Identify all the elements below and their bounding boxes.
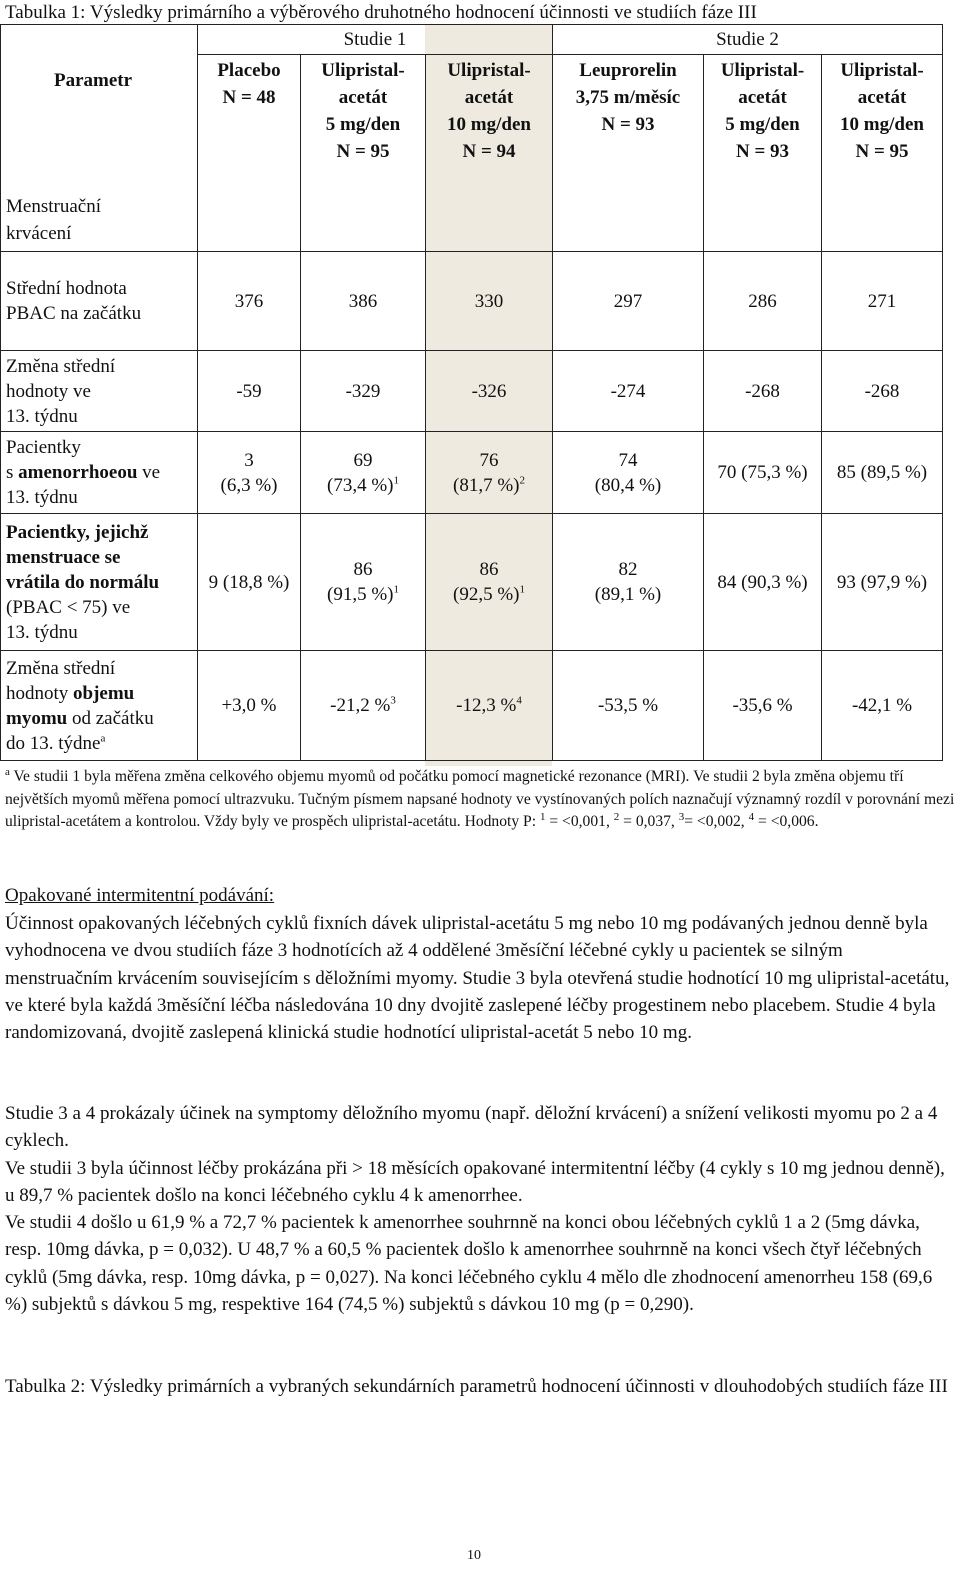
results-table-wrapper (0, 24, 942, 766)
table-cell (301, 514, 426, 651)
table-cell: 70 (75,3 %) (704, 432, 822, 514)
col-header-line: Ulipristal- (321, 60, 405, 81)
table1-caption: Tabulka 1: Výsledky primárního a výběrového druhotného hodnocení účinnosti ve studiích fáze III (5, 2, 757, 23)
col-header-line: Leuprorelin (579, 60, 677, 81)
row-label-line: Změna střední (6, 657, 116, 679)
table-cell (426, 432, 553, 514)
cell-line (426, 582, 552, 607)
col-header-line: Placebo (217, 60, 281, 81)
table-cell: 85 (89,5 %) (822, 432, 943, 514)
col-header-line: N = 48 (222, 87, 276, 108)
row-label-line: Změna střední (6, 355, 116, 377)
label-part: hodnoty (6, 682, 74, 704)
cell-line: 86 (353, 559, 373, 580)
row-label-line: menstruace se (6, 546, 121, 568)
cell-text: (73,4 %) (327, 474, 394, 496)
row-label-line: hodnoty ve (6, 380, 91, 402)
paragraph: Účinnost opakovaných léčebných cyklů fixních dávek ulipristal-acetátu 5 mg nebo 10 mg podávaných jednou denně byla vyhodnocena ve dvou studiích fáze 3 hodnotících až 4 oddělené 3měsíční léčebné cykly u pacientek se silným menstruačním krvácením souvisejícím s děložními myomy. Studie 3 byla otevřená studie hodnotící 10 mg ulipristal-acetátu, ve které byla každá 3měsíční léčba následována 10 dny dvojitě zaslepené léčby progestinem nebo placebem. Studie 4 byla randomizovaná, dvojitě zaslepená klinická studie hodnotící ulipristal-acetát 5 nebo 10 mg. (5, 913, 950, 1044)
cell-line (426, 473, 552, 498)
superscript: 3 (390, 694, 396, 707)
superscript: a (100, 732, 106, 745)
cell-line: 3 (244, 449, 254, 471)
table-row (1, 432, 943, 514)
superscript: 4 (748, 810, 755, 823)
table-footnote (5, 766, 957, 834)
row-label (1, 432, 198, 514)
param-header: Parametr (54, 70, 133, 91)
row-label-line: 13. týdnu (6, 487, 78, 508)
col-header-leuprorelin (553, 55, 704, 252)
row-label-line: Střední hodnota (6, 278, 127, 299)
table-cell: 297 (553, 252, 704, 351)
cell-line: 69 (353, 449, 373, 471)
table-cell: 386 (301, 252, 426, 351)
col-header-line: N = 93 (601, 114, 655, 135)
paragraph: Ve studii 3 byla účinnost léčby prokázána při > 18 měsících opakované intermitentní léčby (4 cykly s 10 mg jednou denně), u 89,7 % pacientek došlo na konci léčebného cyklu 4 k amenorrhee. (5, 1158, 945, 1207)
section-heading: Opakované intermitentní podávání: (5, 885, 275, 906)
footnote-text: = <0,006. (754, 813, 819, 830)
superscript: 1 (393, 583, 399, 596)
col-header-line: N = 94 (462, 141, 516, 162)
label-part: do 13. týdne (6, 732, 101, 754)
cell-text: -21,2 % (330, 695, 391, 716)
table-cell: 93 (97,9 %) (822, 514, 943, 651)
col-header-upa10-s1 (426, 55, 553, 252)
superscript: 1 (519, 583, 525, 596)
row-label-line: 13. týdnu (6, 621, 78, 643)
col-header-line: Ulipristal- (447, 60, 531, 81)
table-cell (553, 514, 704, 651)
row-label (1, 252, 198, 351)
col-header-line: acetát (738, 87, 787, 108)
study1-header: Studie 1 (198, 25, 553, 55)
table-cell (426, 514, 553, 651)
superscript: 3 (678, 810, 685, 823)
col-header-line: acetát (857, 87, 907, 108)
table-cell (198, 432, 301, 514)
table-cell: 286 (704, 252, 822, 351)
row-label-line (6, 731, 197, 756)
cell-text: (91,5 %) (327, 584, 394, 605)
table-cell (426, 651, 553, 761)
table-cell: 84 (90,3 %) (704, 514, 822, 651)
row-label-line: 13. týdnu (6, 405, 78, 427)
paragraph: Studie 3 a 4 prokázaly účinek na symptomy děložního myomu (např. děložní krvácení) a snížení velikosti myomu po 2 a 4 cyklech. (5, 1103, 938, 1152)
col-header-line: 10 mg/den (447, 114, 531, 135)
cell-line (301, 582, 425, 607)
col-header-line: Ulipristal- (720, 60, 805, 81)
cell-line: (89,1 %) (594, 584, 662, 605)
superscript: 2 (613, 810, 620, 823)
footnote-text: Ve studii 1 byla měřena změna celkového objemu myomů od počátku pomocí magnetické rezonance (MRI). Ve studii 2 byla změna objemu tří největších myomů měřena pomocí ultrazvuku. Tučným písmem napsané hodnoty ve vystínovaných polích naznačují významný rozdíl v porovnání mezi ulipristal-acetátem a kontrolou. Vždy byly ve prospěch ulipristal-acetátu. Hodnoty P: (5, 768, 955, 830)
table-cell (301, 432, 426, 514)
col-header-line: N = 95 (336, 141, 390, 162)
table-cell: 376 (198, 252, 301, 351)
col-header-upa10-s2 (822, 55, 943, 252)
cell-line: (6,3 %) (220, 474, 278, 496)
cell-line: 74 (618, 449, 638, 471)
col-header-line: Ulipristal- (840, 60, 924, 81)
label-part: amenorrhoeou (18, 462, 138, 483)
table2-caption: Tabulka 2: Výsledky primárních a vybraných sekundárních parametrů hodnocení účinnosti v dlouhodobých studiích fáze III (5, 1376, 948, 1397)
col-header-line: 5 mg/den (325, 114, 401, 135)
table-cell: -53,5 % (553, 651, 704, 761)
table-cell (553, 432, 704, 514)
table-cell: -274 (553, 351, 704, 432)
superscript: a (5, 765, 10, 778)
col-header-line: N = 93 (735, 141, 790, 162)
table-row (1, 514, 943, 651)
table-cell (301, 651, 426, 761)
cell-text: (81,7 %) (453, 474, 520, 496)
row-label (1, 651, 198, 761)
col-header-placebo (198, 55, 301, 252)
table-row (1, 651, 943, 761)
study-header-row (1, 25, 943, 55)
col-header-line: N = 95 (855, 141, 909, 162)
label-part: objemu (73, 682, 135, 704)
col-header-line: acetát (338, 87, 388, 108)
superscript: 1 (393, 474, 399, 487)
col-header-line: 5 mg/den (725, 114, 800, 135)
col-header-line: acetát (464, 87, 514, 108)
label-part: s (6, 462, 19, 483)
table-cell: -268 (822, 351, 943, 432)
table-cell: -268 (704, 351, 822, 432)
results-table (0, 24, 943, 761)
table-cell: 330 (426, 252, 553, 351)
row-label-line: Pacientky (6, 437, 81, 458)
cell-text: -12,3 % (456, 695, 517, 716)
row-label-line (6, 681, 197, 706)
paragraph: Ve studii 4 došlo u 61,9 % a 72,7 % pacientek k amenorrhee souhrnně na konci obou léčebných cyklů 1 a 2 (5mg dávka, resp. 10mg dávka, p = 0,032). U 48,7 % a 60,5 % pacientek došlo k amenorrhee souhrnně na konci všech čtyř léčebných cyklů (5mg dávka, resp. 10mg dávka, p = 0,027). Na konci léčebného cyklu 4 mělo dle zhodnocení amenorrheu 158 (69,6 %) subjektů s dávkou 5 mg, respektive 164 (74,5 %) subjektů s dávkou 10 mg (p = 0,290). (5, 1212, 933, 1315)
col-header-line: 3,75 m/měsíc (575, 87, 681, 108)
table-cell: -59 (198, 351, 301, 432)
table-cell: 271 (822, 252, 943, 351)
cell-line (301, 473, 425, 498)
row-label-line (6, 460, 197, 485)
table-row (1, 351, 943, 432)
footnote-text: = <0,002, (684, 813, 749, 830)
row-label (1, 514, 198, 651)
menstrual-bleeding-label: Menstruační krvácení (6, 196, 101, 244)
table-cell: -42,1 % (822, 651, 943, 761)
footnote-text: = <0,001, (545, 813, 614, 830)
superscript: 1 (539, 810, 546, 823)
table-cell: -326 (426, 351, 553, 432)
cell-line: 86 (479, 559, 499, 580)
footnote-text: = 0,037, (619, 813, 679, 830)
param-header-cell (1, 25, 198, 252)
label-part: od začátku (67, 707, 154, 729)
row-label (1, 351, 198, 432)
cell-line: 82 (618, 559, 638, 580)
table-row (1, 252, 943, 351)
table-cell: -35,6 % (704, 651, 822, 761)
table-cell: -329 (301, 351, 426, 432)
page-number: 10 (467, 1548, 481, 1563)
superscript: 2 (519, 474, 525, 487)
row-label-line: (PBAC < 75) ve (6, 596, 131, 618)
cell-line: (80,4 %) (594, 474, 662, 496)
label-part: myomu (6, 707, 68, 729)
superscript: 4 (516, 694, 522, 707)
row-label-line (6, 706, 197, 731)
row-label-line: Pacientky, jejichž (6, 521, 149, 543)
row-label-line: vrátila do normálu (6, 571, 160, 593)
col-header-upa5-s1 (301, 55, 426, 252)
study2-header: Studie 2 (553, 25, 943, 55)
cell-text: (92,5 %) (453, 584, 520, 605)
label-part: ve (137, 462, 161, 483)
col-header-line: 10 mg/den (840, 114, 924, 135)
cell-line: 76 (479, 449, 499, 471)
col-header-upa5-s2 (704, 55, 822, 252)
table-cell: 9 (18,8 %) (198, 514, 301, 651)
row-label-line: PBAC na začátku (6, 303, 142, 324)
table-cell: +3,0 % (198, 651, 301, 761)
